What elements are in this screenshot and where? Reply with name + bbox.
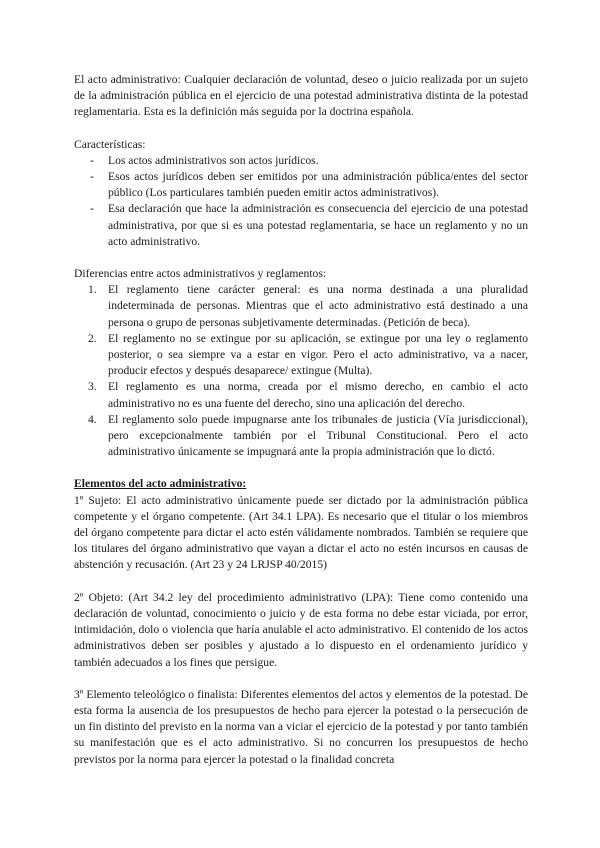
list-item-text: El reglamento solo puede impugnarse ante los tribunales de justicia (Vía jurisdiccional), pero excepcionalmente también por el Tribunal Constitucional. Pero el acto administrativo únicamente se impugnará ante la propia administración que lo dictó.: [108, 412, 528, 459]
objeto-paragraph: 2º Objeto: (Art 34.2 ley del procedimiento administrativo (LPA): Tiene como contenido una declaración de voluntad, conocimiento o juicio y de esta forma no debe estar viciada, por error, intimidación, dolo o violencia que haría anulable el acto administrativo. El contenido de los actos administrativos deben ser posibles y ajustado a lo dispuesto en el ordenamiento jurídico y también adecuados a los fines que persigue.: [74, 590, 528, 669]
list-item-text: El reglamento tiene carácter general: es una norma destinada a una pluralidad indeterminada de personas. Mientras que el acto administrativo está destinado a una persona o grupo de personas subjetivamente determinadas. (Petición de beca).: [108, 283, 528, 329]
document-body: [74, 72, 528, 768]
caracteristicas-title: Características:: [74, 137, 146, 151]
spacer: [74, 671, 528, 687]
list-item-text: Esa declaración que hace la administración es consecuencia del ejercicio de una potestad administrativa, por que si es una potestad reglamentaria, se hace un reglamento y no un acto administrativo.: [108, 202, 528, 248]
diferencias-list: [74, 282, 528, 460]
elementos-heading: Elementos del acto administrativo:: [74, 477, 247, 491]
caracteristicas-list: [74, 153, 528, 250]
sujeto-paragraph: 1º Sujeto: El acto administrativo únicamente puede ser dictado por la administración pública competente y el órgano competente. (Art 34.1 LPA). Es necesario que el titular o los miembros del órgano competente para dictar el acto estén válidamente nombrados. También se requiere que los titulares del órgano administrativo que vayan a dictar el acto no estén incursos en causas de abstención y recusación. (Art 23 y 24 LRJSP 40/2015): [74, 493, 528, 572]
list-item: [74, 153, 528, 169]
list-number: 3.: [88, 380, 97, 394]
list-item-text: Esos actos jurídicos deben ser emitidos por una administración pública/entes del sector público (Los particulares también pueden emitir actos administrativos).: [108, 170, 528, 200]
list-item-text: El reglamento es una norma, creada por el mismo derecho, en cambio el acto administrativo no es una fuente del derecho, sino una aplicación del derecho.: [108, 380, 528, 410]
spacer: [74, 574, 528, 590]
dash-bullet: -: [90, 153, 94, 167]
spacer: [74, 460, 528, 476]
list-number: 4.: [88, 412, 97, 426]
list-item: [74, 169, 528, 201]
spacer: [74, 250, 528, 266]
list-number: 2.: [88, 331, 97, 345]
list-item: [74, 412, 528, 461]
dash-bullet: -: [90, 170, 94, 184]
teleologico-paragraph: 3º Elemento teleológico o finalista: Diferentes elementos del actos y elementos de la potestad. De esta forma la ausencia de los presupuestos de hecho para ejercer la potestad o la persecución de un fin distinto del previsto en la norma van a viciar el ejercicio de la potestad y por tanto también su manifestación que es el acto administrativo. Si no concurren los presupuestos de hecho previstos por la norma para ejercer la potestad o la finalidad concreta: [74, 687, 528, 766]
spacer: [74, 121, 528, 137]
list-item: [74, 201, 528, 250]
list-item: [74, 379, 528, 411]
list-item: [74, 331, 528, 380]
dash-bullet: -: [90, 202, 94, 216]
list-item-text: El reglamento no se extingue por su aplicación, se extingue por una ley o reglamento posterior, o sea siempre va a estar en vigor. Pero el acto administrativo, va a nacer, producir efectos y después desaparece/ extingue (Multa).: [108, 331, 528, 378]
diferencias-title: Diferencias entre actos administrativos y reglamentos:: [74, 267, 327, 281]
list-item: [74, 282, 528, 331]
list-item-text: Los actos administrativos son actos jurídicos.: [108, 153, 319, 167]
definition-paragraph: El acto administrativo: Cualquier declaración de voluntad, deseo o juicio realizada por un sujeto de la administración pública en el ejercicio de una potestad administrativa distinta de la potestad reglamentaria. Esta es la definición más seguida por la doctrina española.: [74, 73, 528, 119]
list-number: 1.: [88, 283, 97, 297]
